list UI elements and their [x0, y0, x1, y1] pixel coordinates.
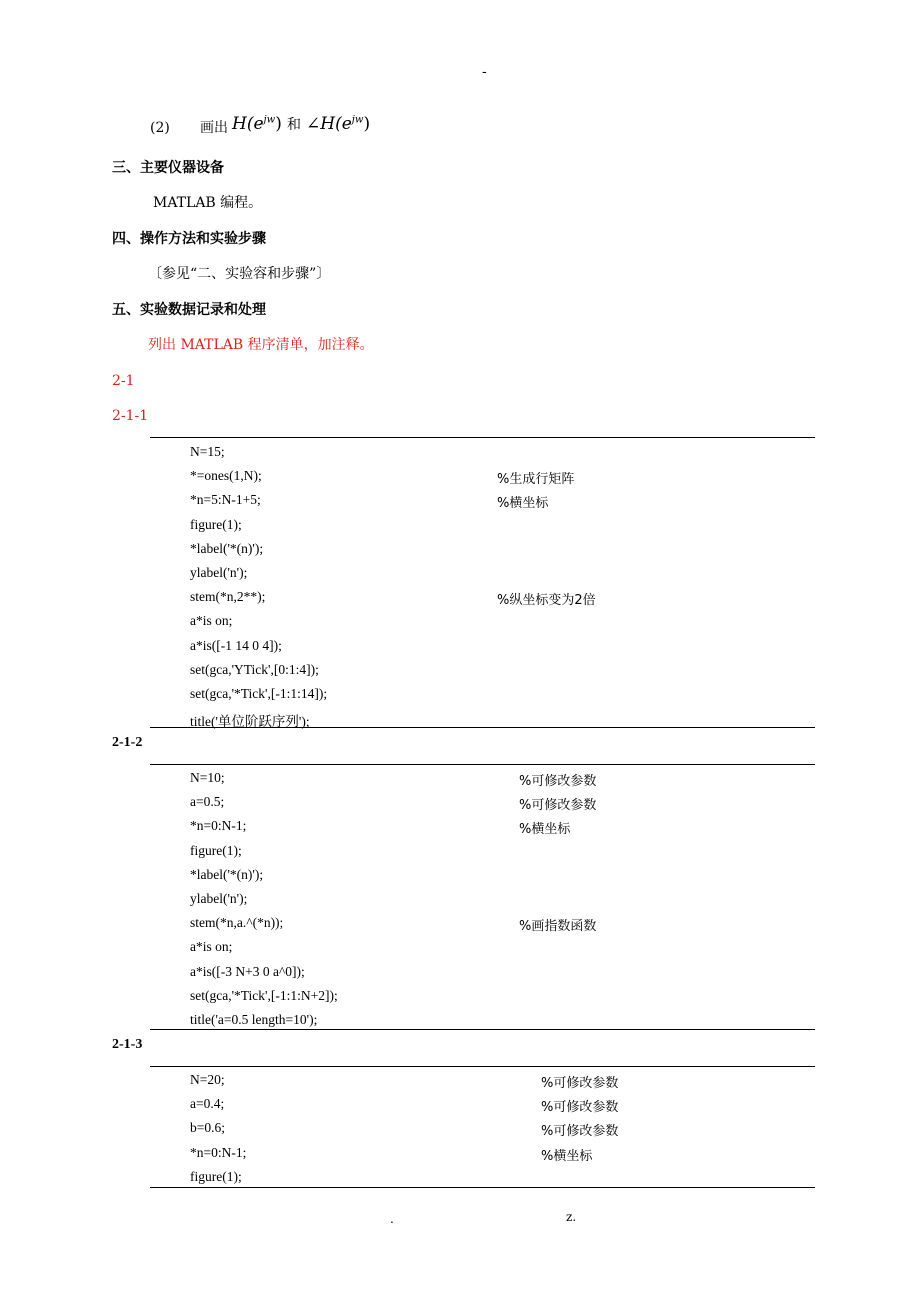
item-2-number: (2) [150, 120, 170, 136]
section-3-title: 三、主要仪器设备 [112, 160, 224, 176]
code-line: a*is on; [190, 939, 233, 955]
code-line: figure(1); [190, 1168, 242, 1184]
code-comment: %横坐标 [519, 822, 571, 838]
section-4-title: 四、操作方法和实验步骤 [112, 231, 266, 247]
code-line: set(gca,'*Tick',[-1:1:14]); [190, 686, 328, 701]
code-line: a*is on; [190, 613, 233, 629]
code-comment: %横坐标 [541, 1148, 593, 1164]
code-line: title('单位阶跃序列'); [190, 714, 310, 730]
code-line: a*is([-3 N+3 0 a^0]); [190, 963, 305, 979]
section-4-body: 〔参见“二、实验容和步骤”〕 [148, 266, 331, 282]
header-mark: - [482, 64, 487, 80]
code-line: title('a=0.5 length=10'); [190, 1012, 318, 1027]
code-comment: %可修改参数 [541, 1076, 619, 1091]
code-line: b=0.6; [190, 1120, 225, 1136]
formula-h-phase: ∠H(e [306, 114, 352, 134]
formula-joiner: 和 [286, 117, 301, 133]
code-comment: %可修改参数 [519, 798, 597, 814]
code-line: ylabel('n'); [190, 891, 248, 906]
code-line: stem(*n,a.^(*n)); [190, 915, 284, 931]
label-2-1: 2-1 [112, 373, 135, 389]
code-line: stem(*n,2**); [190, 589, 266, 605]
code-line: figure(1); [190, 842, 242, 858]
block-3-bottom-rule [150, 1187, 815, 1188]
code-comment: %纵坐标变为2倍 [497, 593, 596, 609]
code-line: N=15; [190, 444, 225, 459]
code-comment: %可修改参数 [519, 774, 597, 789]
section-3-body: MATLAB 编程。 [153, 195, 263, 211]
formula-exp-1: jw [263, 114, 276, 126]
code-line: *=ones(1,N); [190, 468, 262, 484]
block-3-top-rule [150, 1066, 815, 1067]
code-line: *label('*(n)'); [190, 540, 264, 556]
code-comment: %可修改参数 [541, 1124, 619, 1140]
block-2-bottom-rule [150, 1029, 815, 1030]
code-line: a=0.4; [190, 1096, 225, 1112]
formula-close-1: ) [275, 114, 282, 134]
block-1-bottom-rule [150, 727, 815, 728]
code-line: *n=5:N-1+5; [190, 492, 261, 508]
code-comment: %生成行矩阵 [497, 472, 575, 488]
code-line: *n=0:N-1; [190, 818, 247, 834]
label-2-1-1: 2-1-1 [112, 408, 149, 424]
code-line: a*is([-1 14 0 4]); [190, 637, 282, 653]
section-5-title: 五、实验数据记录和处理 [112, 302, 266, 318]
block-2-top-rule [150, 764, 815, 765]
label-2-1-2: 2-1-2 [112, 735, 143, 750]
code-line: figure(1); [190, 516, 242, 532]
section-5-body: 列出 MATLAB 程序清单，加注释。 [148, 337, 374, 353]
item-2-formula [232, 114, 370, 135]
formula-exp-2: jw [351, 114, 364, 126]
code-line: N=20; [190, 1072, 225, 1087]
code-line: *label('*(n)'); [190, 866, 264, 882]
code-line: set(gca,'*Tick',[-1:1:N+2]); [190, 987, 338, 1003]
footer-right-mark: z. [566, 1210, 577, 1224]
code-comment: %横坐标 [497, 496, 549, 512]
formula-close-2: ) [363, 114, 371, 134]
code-line: N=10; [190, 770, 225, 785]
item-2-text: 画出 [200, 120, 228, 136]
block-1-top-rule [150, 437, 815, 438]
code-line: ylabel('n'); [190, 565, 248, 580]
footer-left-mark: . [390, 1212, 394, 1226]
code-comment: %可修改参数 [541, 1100, 619, 1116]
code-comment: %画指数函数 [519, 919, 597, 935]
code-line: a=0.5; [190, 794, 225, 810]
code-line: *n=0:N-1; [190, 1144, 247, 1160]
label-2-1-3: 2-1-3 [112, 1037, 143, 1052]
formula-h-magnitude: H(e [232, 114, 264, 134]
code-line: set(gca,'YTick',[0:1:4]); [190, 661, 319, 677]
